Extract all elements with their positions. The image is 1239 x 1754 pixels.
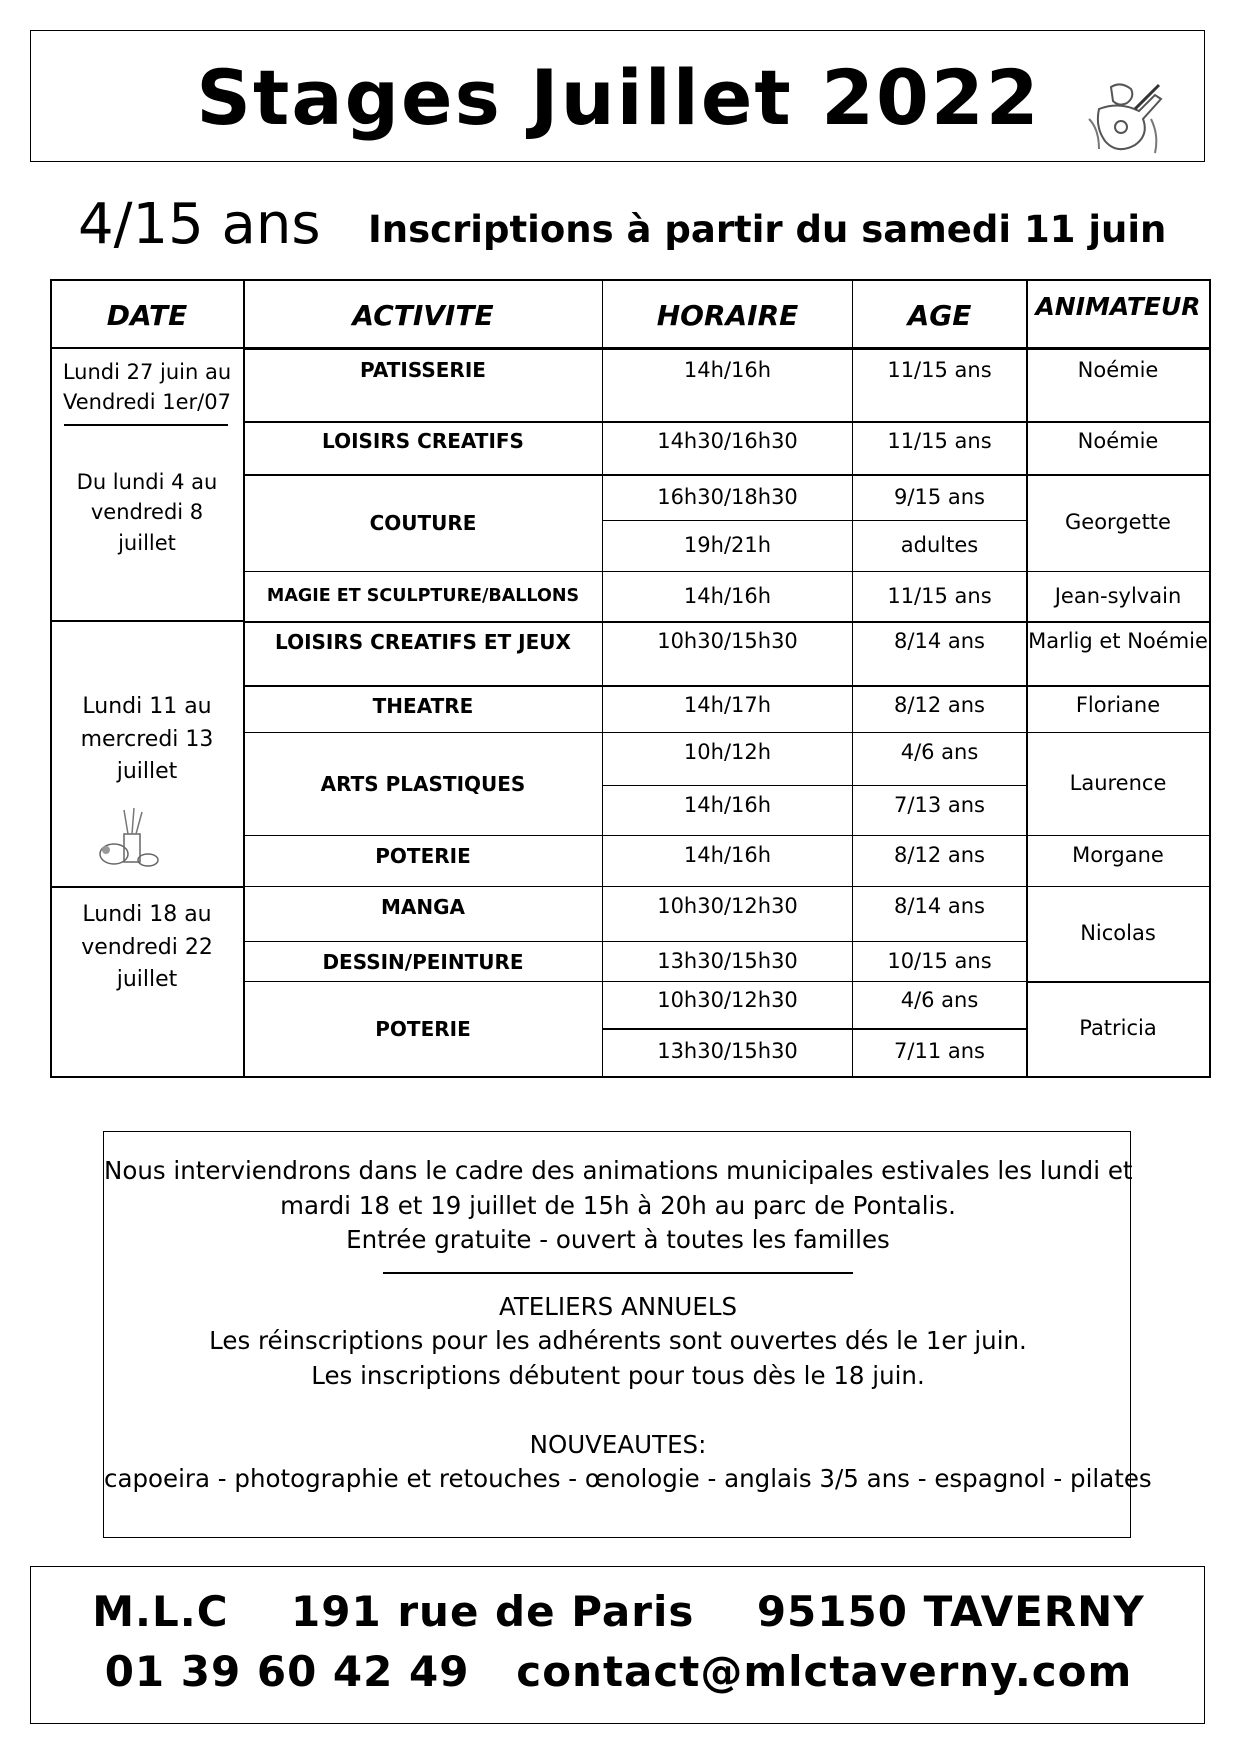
row-magie-age: 11/15 ans xyxy=(887,583,992,608)
row-patisserie-activite: PATISSERIE xyxy=(360,358,486,382)
row-couture-horaire-2: 19h/21h xyxy=(683,533,772,558)
page-title: Stages Juillet 2022 xyxy=(196,53,1041,142)
row-loisirs-creatifs-age: 11/15 ans xyxy=(887,429,992,453)
info-box xyxy=(103,1131,1152,1538)
row-poterie-1-animateur: Morgane xyxy=(1072,843,1164,868)
row-couture-animateur: Georgette xyxy=(1065,510,1171,535)
period-3-date: Lundi 18 au vendredi 22 juillet xyxy=(81,902,213,993)
period-1a-date: Lundi 27 juin au Vendredi 1er/07 xyxy=(62,360,232,415)
nouveautes-list: capoeira - photographie et retouches - œnologie - anglais 3/5 ans - espagnol - pilates xyxy=(104,1464,1152,1493)
row-poterie-2-age-1: 4/6 ans xyxy=(900,988,979,1013)
row-manga-activite: MANGA xyxy=(380,895,465,919)
row-patisserie-age: 11/15 ans xyxy=(887,358,992,382)
row-theatre-activite: THEATRE xyxy=(372,694,474,718)
title-box xyxy=(30,30,1205,162)
row-couture-horaire-1: 16h30/18h30 xyxy=(657,484,798,509)
age-range-heading: 4/15 ans xyxy=(78,192,321,257)
row-loisirs-jeux-age: 8/14 ans xyxy=(894,629,985,654)
info-separator xyxy=(383,1272,853,1274)
row-poterie-2-horaire-1: 10h30/12h30 xyxy=(657,988,798,1013)
art-supplies-illustration-icon xyxy=(92,804,162,874)
row-poterie-1-age: 8/12 ans xyxy=(894,843,985,868)
row-arts-plastiques-animateur: Laurence xyxy=(1069,771,1167,796)
row-arts-plastiques-horaire-1: 10h/12h xyxy=(683,740,772,765)
row-loisirs-creatifs-horaire: 14h30/16h30 xyxy=(657,429,798,453)
row-poterie-1-activite: POTERIE xyxy=(375,844,471,868)
row-arts-plastiques-activite: ARTS PLASTIQUES xyxy=(320,772,526,796)
row-poterie-2-horaire-2: 13h30/15h30 xyxy=(657,1039,798,1064)
row-loisirs-jeux-activite: LOISIRS CREATIFS ET JEUX xyxy=(275,630,571,654)
row-patisserie-animateur: Noémie xyxy=(1077,358,1159,382)
row-theatre-age: 8/12 ans xyxy=(894,693,985,718)
row-arts-plastiques-age-1: 4/6 ans xyxy=(900,740,979,765)
row-loisirs-jeux-horaire: 10h30/15h30 xyxy=(657,629,798,654)
info-line-2: mardi 18 et 19 juillet de 15h à 20h au parc de Pontalis. xyxy=(280,1190,956,1220)
header-horaire: HORAIRE xyxy=(656,299,799,332)
row-poterie-2-activite: POTERIE xyxy=(375,1017,471,1041)
row-poterie-2-age-2: 7/11 ans xyxy=(894,1039,985,1064)
row-theatre-horaire: 14h/17h xyxy=(683,693,772,718)
row-magie-activite: MAGIE ET SCULPTURE/BALLONS xyxy=(266,586,580,607)
row-poterie-1-horaire: 14h/16h xyxy=(683,843,772,868)
guitarist-illustration-icon xyxy=(1081,79,1171,159)
ateliers-title: ATELIERS ANNUELS xyxy=(498,1291,738,1321)
ateliers-line-2: Les inscriptions débutent pour tous dès le 18 juin. xyxy=(311,1360,925,1390)
row-theatre-animateur: Floriane xyxy=(1075,693,1161,718)
row-patisserie-horaire: 14h/16h xyxy=(683,358,772,382)
period-1b-date: Du lundi 4 au vendredi 8 juillet xyxy=(76,470,218,555)
row-couture-activite: COUTURE xyxy=(369,511,477,535)
schedule-table xyxy=(50,279,1211,1078)
info-line-3: Entrée gratuite - ouvert à toutes les familles xyxy=(346,1225,890,1254)
period-2-date: Lundi 11 au mercredi 13 juillet xyxy=(80,694,214,785)
row-manga-dessin-animateur: Nicolas xyxy=(1080,921,1156,946)
inscriptions-heading: Inscriptions à partir du samedi 11 juin xyxy=(368,208,1167,251)
header-date: DATE xyxy=(106,299,188,332)
info-line-1: Nous interviendrons dans le cadre des animations municipales estivales les lundi et xyxy=(104,1156,1133,1185)
ateliers-line-1: Les réinscriptions pour les adhérents sont ouvertes dés le 1er juin. xyxy=(209,1326,1027,1355)
row-arts-plastiques-age-2: 7/13 ans xyxy=(894,793,985,818)
header-age: AGE xyxy=(907,299,972,332)
row-magie-horaire: 14h/16h xyxy=(683,583,772,608)
row-poterie-2-animateur: Patricia xyxy=(1079,1016,1157,1041)
row-manga-horaire: 10h30/12h30 xyxy=(657,894,798,919)
row-dessin-peinture-activite: DESSIN/PEINTURE xyxy=(322,950,524,974)
row-loisirs-creatifs-activite: LOISIRS CREATIFS xyxy=(322,429,524,453)
row-arts-plastiques-horaire-2: 14h/16h xyxy=(683,793,772,818)
nouveautes-title: NOUVEAUTES: xyxy=(529,1429,707,1459)
row-dessin-peinture-age: 10/15 ans xyxy=(887,949,992,974)
row-dessin-peinture-horaire: 13h30/15h30 xyxy=(657,949,798,974)
row-loisirs-jeux-animateur: Marlig et Noémie xyxy=(1028,629,1208,654)
header-animateur: ANIMATEUR xyxy=(1035,292,1201,321)
row-loisirs-creatifs-animateur: Noémie xyxy=(1077,429,1159,453)
row-couture-age-2: adultes xyxy=(900,533,979,558)
footer-box xyxy=(30,1566,1205,1724)
row-manga-age: 8/14 ans xyxy=(894,894,985,919)
date-separator-dash xyxy=(64,424,228,426)
row-couture-age-1: 9/15 ans xyxy=(894,484,985,509)
footer-contact: 01 39 60 42 49 contact@mlctaverny.com xyxy=(104,1647,1133,1696)
header-activite: ACTIVITE xyxy=(352,299,494,332)
row-magie-animateur: Jean-sylvain xyxy=(1054,583,1182,608)
footer-address: M.L.C 191 rue de Paris 95150 TAVERNY xyxy=(92,1587,1145,1636)
